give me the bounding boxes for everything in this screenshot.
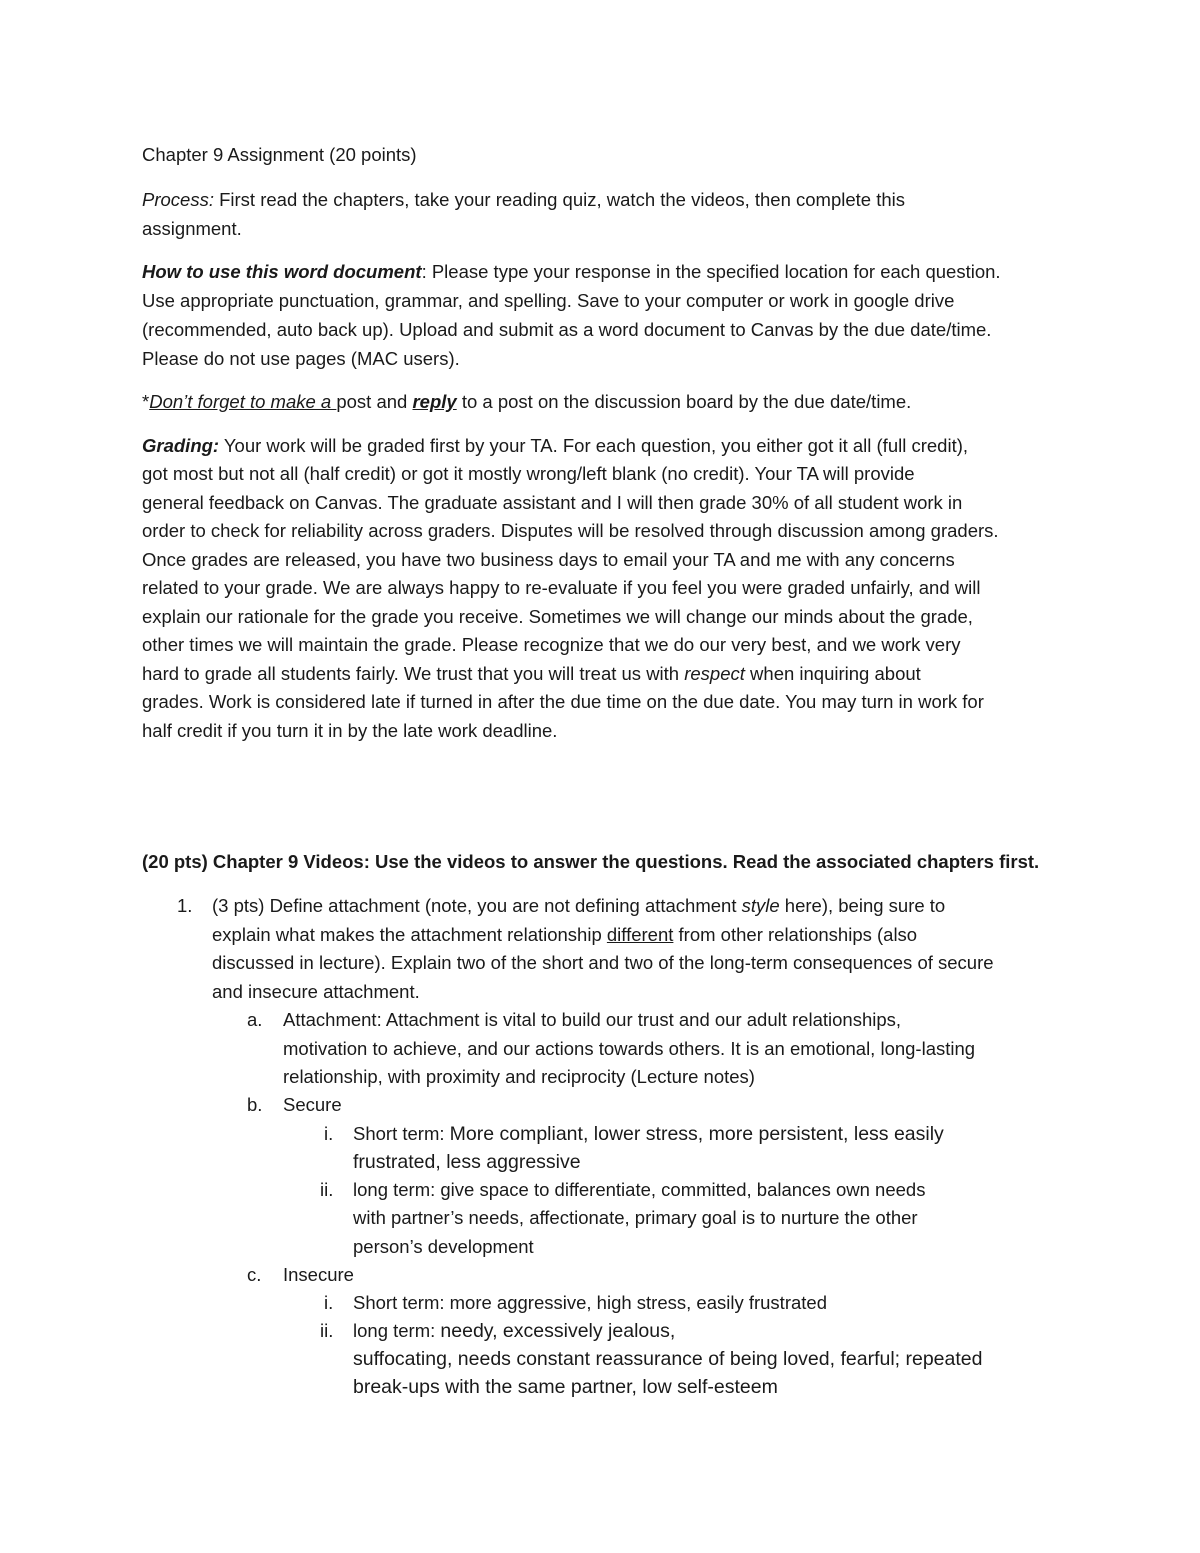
question-1-line2: explain what makes the attachment relationship different from other relationships (also	[212, 924, 918, 945]
insecure-i-numeral: i.	[324, 1292, 334, 1313]
secure-ii-numeral: ii.	[320, 1179, 334, 1200]
section-heading: (20 pts) Chapter 9 Videos: Use the videos to answer the questions. Read the associated chapters first.	[142, 851, 1040, 872]
grading-line9: hard to grade all students fairly. We trust that you will treat us with respect when inquiring about	[142, 663, 921, 684]
grading-line4: order to check for reliability across graders. Disputes will be resolved through discussion among graders.	[142, 520, 999, 541]
process-paragraph-line2: assignment.	[142, 218, 242, 239]
reply-emphasis: reply	[412, 391, 457, 412]
secure-short-term-line1: Short term: More compliant, lower stress, more persistent, less easily	[353, 1123, 944, 1145]
item-a-letter: a.	[247, 1009, 263, 1030]
secure-label: Secure	[283, 1094, 342, 1115]
insecure-long-term-line3: break-ups with the same partner, low self-esteem	[353, 1376, 778, 1398]
process-label: Process:	[142, 189, 214, 210]
question-1-line4: and insecure attachment.	[212, 981, 420, 1002]
grading-line7: explain our rationale for the grade you receive. Sometimes we will change our minds about the grade,	[142, 606, 973, 627]
grading-paragraph: Grading: Your work will be graded first by your TA. For each question, you either got it all (full credit),	[142, 435, 969, 456]
grading-line10: grades. Work is considered late if turned in after the due time on the due date. You may turn in work for	[142, 691, 984, 712]
secure-long-term-line2: with partner’s needs, affectionate, primary goal is to nurture the other	[353, 1207, 918, 1228]
grading-line8: other times we will maintain the grade. Please recognize that we do our very best, and we work very	[142, 634, 961, 655]
grading-line11: half credit if you turn it in by the late work deadline.	[142, 720, 558, 741]
howto-line4: Please do not use pages (MAC users).	[142, 348, 460, 369]
secure-short-term-line2: frustrated, less aggressive	[353, 1151, 581, 1173]
different-emphasis: different	[606, 924, 674, 945]
question-1-number: 1.	[177, 895, 193, 916]
secure-i-numeral: i.	[324, 1123, 334, 1144]
forget-emphasis: Don’t forget to make a	[149, 391, 337, 412]
attachment-answer-line1: Attachment: Attachment is vital to build our trust and our adult relationships,	[283, 1009, 902, 1030]
attachment-answer-line3: relationship, with proximity and reciprocity (Lecture notes)	[283, 1066, 755, 1087]
respect-emphasis: respect	[684, 663, 745, 684]
insecure-short-term-line1: Short term: more aggressive, high stress, easily frustrated	[353, 1292, 827, 1313]
insecure-long-term-line1: long term: needy, excessively jealous,	[353, 1320, 676, 1342]
insecure-label: Insecure	[283, 1264, 354, 1285]
style-emphasis: style	[741, 895, 780, 916]
secure-long-term-line3: person’s development	[353, 1236, 534, 1257]
secure-long-term-line1: long term: give space to differentiate, committed, balances own needs	[353, 1179, 926, 1200]
item-b-letter: b.	[247, 1094, 263, 1115]
attachment-answer-line2: motivation to achieve, and our actions towards others. It is an emotional, long-lasting	[283, 1038, 976, 1059]
howto-line2: Use appropriate punctuation, grammar, and spelling. Save to your computer or work in google drive	[142, 290, 955, 311]
howto-label: How to use this word document	[142, 261, 422, 282]
insecure-ii-numeral: ii.	[320, 1320, 334, 1341]
grading-line2: got most but not all (half credit) or got it mostly wrong/left blank (no credit). Your TA will provide	[142, 463, 915, 484]
insecure-long-term-line2: suffocating, needs constant reassurance of being loved, fearful; repeated	[353, 1348, 983, 1370]
grading-label: Grading:	[142, 435, 220, 456]
process-paragraph: Process: First read the chapters, take your reading quiz, watch the videos, then complete this	[142, 189, 905, 210]
item-c-letter: c.	[247, 1264, 262, 1285]
grading-line3: general feedback on Canvas. The graduate assistant and I will then grade 30% of all student work in	[142, 492, 963, 513]
question-1-line1: (3 pts) Define attachment (note, you are not defining attachment style here), being sure to	[212, 895, 946, 916]
grading-line6: related to your grade. We are always happy to re-evaluate if you feel you were graded unfairly, and will	[142, 577, 981, 598]
grading-line5: Once grades are released, you have two business days to email your TA and me with any concerns	[142, 549, 955, 570]
howto-paragraph: How to use this word document: Please type your response in the specified location for each question.	[142, 261, 1001, 282]
question-1-line3: discussed in lecture). Explain two of the short and two of the long-term consequences of secure	[212, 952, 994, 973]
assignment-title: Chapter 9 Assignment (20 points)	[142, 144, 417, 165]
discussion-reminder: *Don’t forget to make a post and reply to a post on the discussion board by the due date/time.	[142, 391, 912, 412]
howto-line3: (recommended, auto back up). Upload and submit as a word document to Canvas by the due date/time.	[142, 319, 992, 340]
